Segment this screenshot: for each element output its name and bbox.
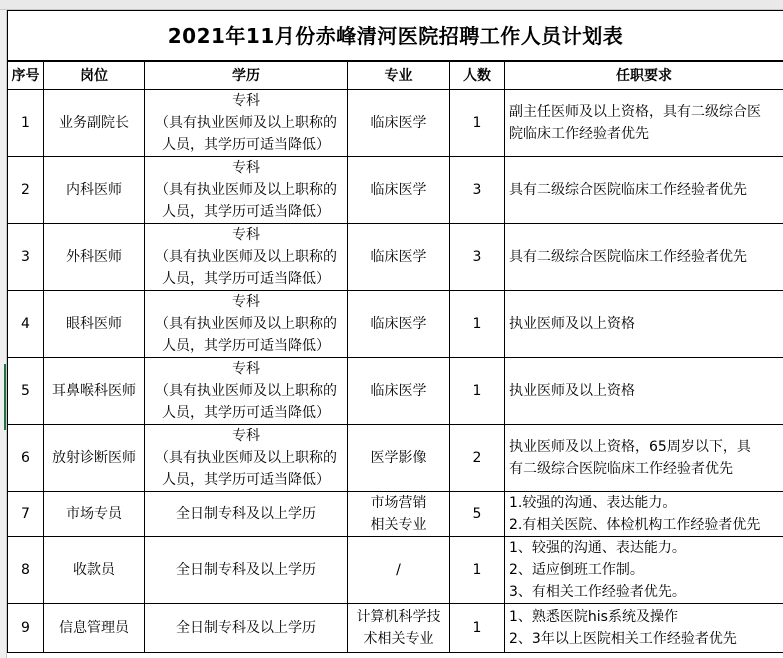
cell-major[interactable] xyxy=(348,358,450,425)
cell-count[interactable]: 5 xyxy=(450,492,505,537)
cell-education-line: （具有执业医师及以上职称的 xyxy=(155,316,337,332)
cell-no[interactable]: 7 xyxy=(8,492,44,537)
cell-requirements-line: 有二级综合医院临床工作经验者优先 xyxy=(509,461,733,477)
cell-requirements[interactable] xyxy=(505,291,783,358)
cell-count[interactable]: 1 xyxy=(450,291,505,358)
cell-position[interactable]: 收款员 xyxy=(44,537,145,604)
cell-education[interactable] xyxy=(145,604,348,653)
cell-education-line: 全日制专科及以上学历 xyxy=(176,562,316,578)
recruitment-plan-table xyxy=(7,10,783,653)
cell-major-line: 临床医学 xyxy=(370,182,427,198)
cell-education-line: （具有执业医师及以上职称的 xyxy=(155,450,337,466)
cell-major[interactable] xyxy=(348,537,450,604)
cell-position[interactable]: 市场专员 xyxy=(44,492,145,537)
cell-requirements-line: 2.有相关医院、体检机构工作经验者优先 xyxy=(509,517,761,533)
cell-education-line: 人员，其学历可适当降低） xyxy=(162,137,330,153)
cell-education-line: 人员，其学历可适当降低） xyxy=(162,271,330,287)
cell-requirements[interactable] xyxy=(505,358,783,425)
header-requirements[interactable]: 任职要求 xyxy=(505,61,783,90)
cell-requirements-line: 院临床工作经验者优先 xyxy=(509,126,649,142)
cell-requirements[interactable] xyxy=(505,157,783,224)
cell-education[interactable] xyxy=(145,537,348,604)
row-selection-marker xyxy=(4,364,6,430)
cell-position[interactable]: 放射诊断医师 xyxy=(44,425,145,492)
cell-count[interactable]: 1 xyxy=(450,358,505,425)
cell-education-line: 人员，其学历可适当降低） xyxy=(162,204,330,220)
cell-education[interactable] xyxy=(145,157,348,224)
cell-requirements-line: 执业医师及以上资格 xyxy=(509,316,635,332)
cell-major[interactable] xyxy=(348,492,450,537)
cell-major-line: 临床医学 xyxy=(370,249,427,265)
cell-education-line: 人员，其学历可适当降低） xyxy=(162,338,330,354)
cell-education[interactable] xyxy=(145,224,348,291)
cell-education-line: 全日制专科及以上学历 xyxy=(176,620,316,636)
table-row xyxy=(8,492,783,537)
cell-requirements-line: 2、适应倒班工作制。 xyxy=(509,562,644,578)
cell-position[interactable]: 耳鼻喉科医师 xyxy=(44,358,145,425)
cell-education-line: （具有执业医师及以上职称的 xyxy=(155,249,337,265)
cell-no[interactable]: 1 xyxy=(8,90,44,157)
cell-no[interactable]: 9 xyxy=(8,604,44,653)
cell-education[interactable] xyxy=(145,492,348,537)
cell-education-line: 人员，其学历可适当降低） xyxy=(162,405,330,421)
cell-count[interactable]: 1 xyxy=(450,604,505,653)
cell-count[interactable]: 3 xyxy=(450,224,505,291)
header-row xyxy=(8,61,783,90)
table-row xyxy=(8,90,783,157)
cell-no[interactable]: 6 xyxy=(8,425,44,492)
table-title[interactable]: 2021年11月份赤峰清河医院招聘工作人员计划表 xyxy=(8,11,783,62)
cell-major-line: 计算机科学技 xyxy=(356,609,441,625)
cell-education[interactable] xyxy=(145,291,348,358)
cell-major[interactable] xyxy=(348,224,450,291)
cell-no[interactable]: 3 xyxy=(8,224,44,291)
cell-requirements[interactable] xyxy=(505,604,783,653)
cell-requirements-line: 执业医师及以上资格 xyxy=(509,383,635,399)
table-row xyxy=(8,358,783,425)
cell-major[interactable] xyxy=(348,291,450,358)
cell-position[interactable]: 业务副院长 xyxy=(44,90,145,157)
cell-education-line: 专科 xyxy=(232,160,260,176)
header-count[interactable]: 人数 xyxy=(450,61,505,90)
cell-education-line: （具有执业医师及以上职称的 xyxy=(155,383,337,399)
cell-requirements-line: 3、有相关工作经验者优先。 xyxy=(509,584,686,600)
cell-education-line: 专科 xyxy=(232,227,260,243)
cell-education-line: 专科 xyxy=(232,294,260,310)
cell-education-line: （具有执业医师及以上职称的 xyxy=(155,182,337,198)
cell-education-line: 全日制专科及以上学历 xyxy=(176,506,316,522)
cell-major-line: 临床医学 xyxy=(370,115,427,131)
cell-count[interactable]: 2 xyxy=(450,425,505,492)
cell-major[interactable] xyxy=(348,604,450,653)
cell-education-line: （具有执业医师及以上职称的 xyxy=(155,115,337,131)
cell-requirements-line: 2、3年以上医院相关工作经验者优先 xyxy=(509,631,737,647)
cell-requirements[interactable] xyxy=(505,90,783,157)
cell-no[interactable]: 5 xyxy=(8,358,44,425)
cell-requirements-line: 副主任医师及以上资格，具有二级综合医 xyxy=(509,104,761,120)
cell-education[interactable] xyxy=(145,90,348,157)
cell-education-line: 人员，其学历可适当降低） xyxy=(162,472,330,488)
cell-major-line: 市场营销 xyxy=(370,495,427,511)
table-row xyxy=(8,537,783,604)
cell-education[interactable] xyxy=(145,358,348,425)
table-row xyxy=(8,291,783,358)
cell-major[interactable] xyxy=(348,157,450,224)
cell-major-line: 医学影像 xyxy=(370,450,427,466)
header-education[interactable]: 学历 xyxy=(145,61,348,90)
cell-education-line: 专科 xyxy=(232,361,260,377)
cell-major-line: 临床医学 xyxy=(370,383,427,399)
cell-requirements-line: 1、熟悉医院his系统及操作 xyxy=(509,609,678,625)
cell-requirements[interactable] xyxy=(505,537,783,604)
table-row xyxy=(8,604,783,653)
header-no[interactable]: 序号 xyxy=(8,61,44,90)
cell-requirements[interactable] xyxy=(505,492,783,537)
cell-major-line: 术相关专业 xyxy=(363,631,434,647)
cell-requirements-line: 执业医师及以上资格，65周岁以下，具 xyxy=(509,439,751,455)
cell-count[interactable]: 1 xyxy=(450,537,505,604)
cell-major-line: / xyxy=(396,562,401,578)
table-row xyxy=(8,157,783,224)
cell-count[interactable]: 3 xyxy=(450,157,505,224)
cell-requirements-line: 具有二级综合医院临床工作经验者优先 xyxy=(509,182,747,198)
cell-no[interactable]: 8 xyxy=(8,537,44,604)
cell-major[interactable] xyxy=(348,90,450,157)
cell-position[interactable]: 信息管理员 xyxy=(44,604,145,653)
table-row xyxy=(8,425,783,492)
cell-education-line: 专科 xyxy=(232,428,260,444)
cell-major-line: 临床医学 xyxy=(370,316,427,332)
header-major[interactable]: 专业 xyxy=(348,61,450,90)
row-header-strip xyxy=(0,10,7,658)
cell-position[interactable]: 眼科医师 xyxy=(44,291,145,358)
cell-requirements-line: 1、较强的沟通、表达能力。 xyxy=(509,540,686,556)
cell-education-line: 专科 xyxy=(232,93,260,109)
column-header-strip xyxy=(0,0,783,10)
cell-major-line: 相关专业 xyxy=(370,517,427,533)
cell-major[interactable] xyxy=(348,425,450,492)
cell-no[interactable]: 2 xyxy=(8,157,44,224)
cell-education[interactable] xyxy=(145,425,348,492)
cell-requirements[interactable] xyxy=(505,425,783,492)
cell-requirements-line: 具有二级综合医院临床工作经验者优先 xyxy=(509,249,747,265)
table-row xyxy=(8,224,783,291)
cell-no[interactable]: 4 xyxy=(8,291,44,358)
cell-position[interactable]: 外科医师 xyxy=(44,224,145,291)
cell-requirements[interactable] xyxy=(505,224,783,291)
cell-requirements-line: 1.较强的沟通、表达能力。 xyxy=(509,495,677,511)
cell-count[interactable]: 1 xyxy=(450,90,505,157)
cell-position[interactable]: 内科医师 xyxy=(44,157,145,224)
header-position[interactable]: 岗位 xyxy=(44,61,145,90)
